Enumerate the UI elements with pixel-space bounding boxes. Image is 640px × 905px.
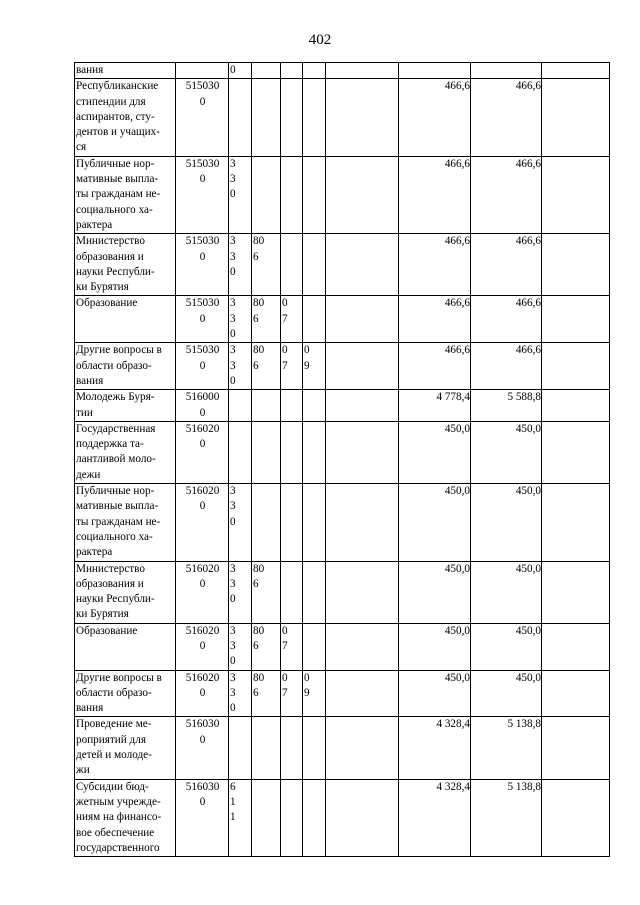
- amount-year-1: 466,6: [399, 79, 471, 156]
- target-code: 515030 0: [176, 296, 229, 343]
- expense-type: [229, 79, 252, 156]
- empty-cell: [542, 390, 610, 422]
- target-code: 515030 0: [176, 156, 229, 233]
- amount-year-2: 450,0: [471, 484, 542, 561]
- amount-year-2: 466,6: [471, 343, 542, 390]
- target-code: 516030 0: [176, 717, 229, 779]
- target-code: 515030 0: [176, 79, 229, 156]
- amount-year-2: 466,6: [471, 79, 542, 156]
- item-name: Другие вопросы в области образо- вания: [75, 343, 176, 390]
- item-name: Образование: [75, 623, 176, 670]
- target-code: 515030 0: [176, 234, 229, 296]
- department-code: [252, 717, 281, 779]
- amount-year-2: 5 138,8: [471, 779, 542, 856]
- section-code: [281, 63, 303, 79]
- department-code: [252, 63, 281, 79]
- empty-cell: [326, 390, 399, 422]
- item-name: Республиканские стипендии для аспирантов, сту- дентов и учащих- ся: [75, 79, 176, 156]
- table-row: [75, 670, 610, 717]
- item-name: Публичные нор- мативные выпла- ты гражданам не- социального ха- рактера: [75, 484, 176, 561]
- table-row: [75, 79, 610, 156]
- amount-year-1: 466,6: [399, 234, 471, 296]
- table-row: [75, 484, 610, 561]
- empty-cell: [542, 156, 610, 233]
- empty-cell: [326, 484, 399, 561]
- empty-cell: [326, 779, 399, 856]
- empty-cell: [542, 623, 610, 670]
- empty-cell: [542, 561, 610, 623]
- table-row: [75, 343, 610, 390]
- item-name: Образование: [75, 296, 176, 343]
- subsection-code: [303, 779, 326, 856]
- page-number: 402: [308, 32, 332, 48]
- amount-year-2: 5 138,8: [471, 717, 542, 779]
- target-code: 516020 0: [176, 561, 229, 623]
- empty-cell: [542, 717, 610, 779]
- subsection-code: 0 9: [303, 343, 326, 390]
- table-row: [75, 390, 610, 422]
- item-name: Молодежь Буря- тии: [75, 390, 176, 422]
- amount-year-1: 450,0: [399, 670, 471, 717]
- section-code: [281, 421, 303, 483]
- expense-type: 3 3 0: [229, 156, 252, 233]
- table-row: [75, 63, 610, 79]
- empty-cell: [326, 79, 399, 156]
- section-code: [281, 79, 303, 156]
- expense-type: [229, 421, 252, 483]
- expense-type: 0: [229, 63, 252, 79]
- target-code: 516020 0: [176, 421, 229, 483]
- empty-cell: [542, 779, 610, 856]
- subsection-code: [303, 421, 326, 483]
- department-code: [252, 390, 281, 422]
- section-code: [281, 390, 303, 422]
- table-row: [75, 717, 610, 779]
- expense-type: 3 3 0: [229, 670, 252, 717]
- section-code: [281, 156, 303, 233]
- empty-cell: [326, 156, 399, 233]
- department-code: 80 6: [252, 296, 281, 343]
- amount-year-1: [399, 63, 471, 79]
- subsection-code: [303, 561, 326, 623]
- amount-year-1: 466,6: [399, 343, 471, 390]
- item-name: Министерство образования и науки Республи- ки Бурятия: [75, 234, 176, 296]
- department-code: [252, 421, 281, 483]
- table-row: [75, 156, 610, 233]
- amount-year-1: 4 778,4: [399, 390, 471, 422]
- amount-year-2: [471, 63, 542, 79]
- department-code: [252, 79, 281, 156]
- empty-cell: [326, 670, 399, 717]
- empty-cell: [542, 234, 610, 296]
- empty-cell: [542, 484, 610, 561]
- department-code: [252, 779, 281, 856]
- expense-type: 3 3 0: [229, 484, 252, 561]
- expense-type: 3 3 0: [229, 623, 252, 670]
- empty-cell: [326, 296, 399, 343]
- section-code: [281, 717, 303, 779]
- empty-cell: [326, 561, 399, 623]
- empty-cell: [326, 717, 399, 779]
- empty-cell: [326, 623, 399, 670]
- amount-year-2: 466,6: [471, 296, 542, 343]
- department-code: 80 6: [252, 670, 281, 717]
- subsection-code: [303, 390, 326, 422]
- target-code: [176, 63, 229, 79]
- table-row: [75, 296, 610, 343]
- department-code: 80 6: [252, 343, 281, 390]
- amount-year-2: 5 588,8: [471, 390, 542, 422]
- amount-year-1: 4 328,4: [399, 779, 471, 856]
- empty-cell: [542, 343, 610, 390]
- department-code: 80 6: [252, 623, 281, 670]
- table-row: [75, 421, 610, 483]
- amount-year-1: 4 328,4: [399, 717, 471, 779]
- section-code: 0 7: [281, 343, 303, 390]
- department-code: 80 6: [252, 561, 281, 623]
- expense-type: 3 3 0: [229, 561, 252, 623]
- amount-year-1: 466,6: [399, 156, 471, 233]
- budget-table: [74, 62, 610, 857]
- subsection-code: 0 9: [303, 670, 326, 717]
- empty-cell: [542, 670, 610, 717]
- amount-year-1: 450,0: [399, 484, 471, 561]
- subsection-code: [303, 623, 326, 670]
- target-code: 516020 0: [176, 484, 229, 561]
- amount-year-2: 450,0: [471, 561, 542, 623]
- section-code: [281, 484, 303, 561]
- amount-year-2: 466,6: [471, 234, 542, 296]
- department-code: [252, 484, 281, 561]
- section-code: 0 7: [281, 623, 303, 670]
- item-name: Государственная поддержка та- лантливой моло- дежи: [75, 421, 176, 483]
- empty-cell: [542, 63, 610, 79]
- amount-year-2: 450,0: [471, 421, 542, 483]
- subsection-code: [303, 296, 326, 343]
- subsection-code: [303, 717, 326, 779]
- expense-type: 6 1 1: [229, 779, 252, 856]
- department-code: 80 6: [252, 234, 281, 296]
- target-code: 516000 0: [176, 390, 229, 422]
- subsection-code: [303, 484, 326, 561]
- subsection-code: [303, 63, 326, 79]
- section-code: [281, 561, 303, 623]
- expense-type: [229, 717, 252, 779]
- empty-cell: [542, 79, 610, 156]
- section-code: [281, 779, 303, 856]
- table-row: [75, 779, 610, 856]
- section-code: 0 7: [281, 296, 303, 343]
- amount-year-1: 450,0: [399, 623, 471, 670]
- amount-year-2: 466,6: [471, 156, 542, 233]
- expense-type: 3 3 0: [229, 343, 252, 390]
- item-name: Проведение ме- роприятий для детей и молоде- жи: [75, 717, 176, 779]
- amount-year-2: 450,0: [471, 670, 542, 717]
- table-row: [75, 561, 610, 623]
- item-name: Министерство образования и науки Республи- ки Бурятия: [75, 561, 176, 623]
- item-name: вания: [75, 63, 176, 79]
- empty-cell: [542, 421, 610, 483]
- amount-year-2: 450,0: [471, 623, 542, 670]
- expense-type: [229, 390, 252, 422]
- subsection-code: [303, 156, 326, 233]
- amount-year-1: 466,6: [399, 296, 471, 343]
- section-code: [281, 234, 303, 296]
- expense-type: 3 3 0: [229, 234, 252, 296]
- table-row: [75, 623, 610, 670]
- target-code: 515030 0: [176, 343, 229, 390]
- item-name: Публичные нор- мативные выпла- ты гражданам не- социального ха- рактера: [75, 156, 176, 233]
- amount-year-1: 450,0: [399, 561, 471, 623]
- empty-cell: [326, 63, 399, 79]
- subsection-code: [303, 79, 326, 156]
- empty-cell: [326, 421, 399, 483]
- item-name: Другие вопросы в области образо- вания: [75, 670, 176, 717]
- empty-cell: [326, 343, 399, 390]
- subsection-code: [303, 234, 326, 296]
- section-code: 0 7: [281, 670, 303, 717]
- department-code: [252, 156, 281, 233]
- item-name: Субсидии бюд- жетным учрежде- ниям на финансо- вое обеспечение государственного: [75, 779, 176, 856]
- target-code: 516030 0: [176, 779, 229, 856]
- empty-cell: [542, 296, 610, 343]
- table-row: [75, 234, 610, 296]
- amount-year-1: 450,0: [399, 421, 471, 483]
- empty-cell: [326, 234, 399, 296]
- target-code: 516020 0: [176, 623, 229, 670]
- target-code: 516020 0: [176, 670, 229, 717]
- expense-type: 3 3 0: [229, 296, 252, 343]
